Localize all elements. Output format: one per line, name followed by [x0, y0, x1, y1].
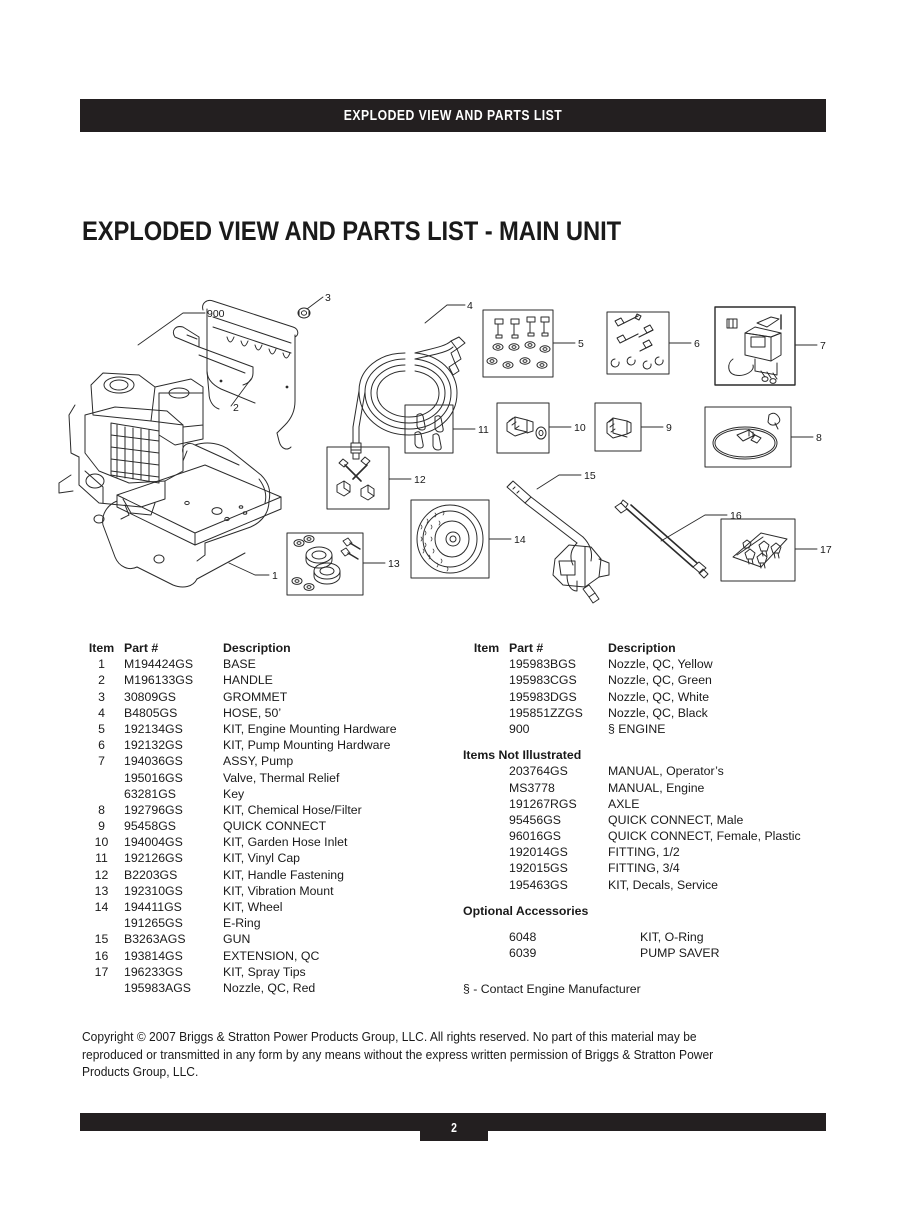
- table-row: [85, 883, 445, 899]
- row-part: 192134GS: [124, 721, 183, 736]
- row-description: BASE: [223, 657, 256, 672]
- footnote-label: § - Contact Engine Manufacturer: [463, 982, 641, 997]
- row-item: 9: [98, 819, 105, 834]
- table-row: [470, 672, 840, 688]
- parts-column-right: [463, 640, 840, 998]
- table-row: [85, 753, 445, 769]
- callout-12: 12: [414, 474, 426, 486]
- row-part: 6048: [509, 930, 537, 944]
- row-part: 192310GS: [124, 883, 183, 898]
- row-part: 194411GS: [124, 900, 182, 914]
- callout-17: 17: [820, 544, 832, 556]
- row-part: M194424GS: [124, 657, 194, 672]
- table-row: [85, 850, 445, 866]
- row-part: 192796GS: [124, 802, 183, 817]
- engine-manufacturer-footnote: [463, 981, 840, 997]
- row-part: 192126GS: [124, 851, 183, 866]
- row-part: 6039: [509, 946, 537, 961]
- row-item: 10: [94, 835, 109, 850]
- row-description: HOSE, 50’: [223, 705, 282, 720]
- column-header-part: Part #: [509, 641, 544, 655]
- row-description: KIT, Engine Mounting Hardware: [223, 721, 397, 736]
- callout-9: 9: [666, 422, 672, 434]
- row-description: QUICK CONNECT, Female, Plastic: [608, 829, 801, 844]
- row-description: KIT, Vibration Mount: [223, 883, 334, 898]
- row-description: Valve, Thermal Relief: [223, 770, 340, 785]
- section-heading-label: Optional Accessories: [463, 903, 589, 918]
- row-description: Nozzle, QC, Yellow: [608, 657, 713, 672]
- table-row: [470, 828, 840, 844]
- row-description: KIT, Garden Hose Inlet: [223, 835, 348, 850]
- row-item: 14: [94, 900, 109, 914]
- table-row: [85, 770, 445, 786]
- table-header-row: [470, 640, 840, 656]
- row-part: B3263AGS: [124, 932, 186, 947]
- row-part: 191265GS: [124, 916, 183, 931]
- table-row: [85, 721, 445, 737]
- callout-3: 3: [325, 292, 331, 304]
- spacer: [470, 737, 840, 747]
- row-part: 192132GS: [124, 738, 183, 753]
- row-item: 13: [94, 883, 109, 898]
- callout-14: 14: [514, 534, 526, 546]
- row-description: § ENGINE: [608, 721, 666, 736]
- row-description: Nozzle, QC, White: [608, 689, 710, 704]
- table-row: [85, 656, 445, 672]
- section-heading-label: Items Not Illustrated: [463, 748, 582, 763]
- row-part: 96016GS: [509, 829, 561, 844]
- section-heading-optional-accessories: [463, 903, 840, 919]
- row-part: 95456GS: [509, 812, 561, 827]
- callout-1: 1: [272, 570, 278, 582]
- callout-16: 16: [730, 510, 742, 522]
- row-description: E-Ring: [223, 916, 261, 931]
- row-description: EXTENSION, QC: [223, 948, 320, 963]
- header-banner-title: EXPLODED VIEW AND PARTS LIST: [343, 107, 563, 124]
- row-description: Nozzle, QC, Green: [608, 673, 712, 688]
- row-description: MANUAL, Operator’s: [608, 764, 724, 779]
- table-row: [85, 802, 445, 818]
- table-row: [85, 964, 445, 980]
- row-part: 195983CGS: [509, 673, 577, 688]
- parts-column-left: [85, 640, 445, 996]
- row-description: GUN: [223, 932, 251, 947]
- row-part: 63281GS: [124, 786, 176, 801]
- row-part: 195983BGS: [509, 657, 577, 672]
- spacer: [470, 961, 840, 971]
- callout-900: 900: [207, 308, 225, 320]
- row-part: 195983DGS: [509, 689, 577, 704]
- row-part: 192014GS: [509, 845, 568, 860]
- table-row: [85, 867, 445, 883]
- row-description: PUMP SAVER: [640, 946, 720, 961]
- row-item: 2: [98, 673, 105, 688]
- column-header-part: Part #: [124, 641, 159, 655]
- row-description: KIT, O-Ring: [640, 930, 704, 944]
- row-item: 7: [98, 754, 105, 769]
- row-description: Nozzle, QC, Black: [608, 705, 708, 720]
- callout-4: 4: [467, 300, 473, 312]
- callout-7: 7: [820, 340, 826, 352]
- table-header-row: [85, 640, 445, 656]
- section-heading-not-illustrated: [463, 747, 840, 763]
- row-part: 195463GS: [509, 877, 568, 892]
- table-row: [470, 929, 840, 945]
- row-description: AXLE: [608, 796, 640, 811]
- row-part: B4805GS: [124, 705, 178, 720]
- row-part: MS3778: [509, 780, 555, 795]
- table-row: [85, 737, 445, 753]
- callout-15: 15: [584, 470, 596, 482]
- row-item: 12: [94, 867, 109, 882]
- row-item: 4: [98, 705, 105, 720]
- spacer: [470, 971, 840, 981]
- row-part: 191267RGS: [509, 796, 577, 811]
- spacer: [470, 893, 840, 903]
- column-header-item: Item: [473, 641, 500, 655]
- row-part: 203764GS: [509, 764, 568, 779]
- row-description: Nozzle, QC, Red: [223, 980, 316, 995]
- table-row: [470, 656, 840, 672]
- callout-10: 10: [574, 422, 586, 434]
- row-part: 195983AGS: [124, 980, 192, 995]
- table-row: [470, 780, 840, 796]
- row-item: 6: [98, 738, 105, 753]
- row-item: 5: [98, 721, 105, 736]
- table-row: [85, 915, 445, 931]
- table-row: [470, 945, 840, 961]
- table-row: [470, 721, 840, 737]
- table-row: [85, 672, 445, 688]
- table-row: [85, 931, 445, 947]
- table-row: [470, 844, 840, 860]
- row-item: 15: [94, 932, 109, 947]
- copyright-notice: Copyright © 2007 Briggs & Stratton Power Products Group, LLC. All rights reserved. No part of this material may be reproduced or transmitted in any form by any means without the express written permission of Briggs & Stratton Power Products Group, LLC.: [82, 1029, 714, 1079]
- table-row: [85, 899, 445, 915]
- table-row: [85, 689, 445, 705]
- row-description: FITTING, 1/2: [608, 845, 680, 860]
- callout-11: 11: [478, 424, 489, 436]
- row-description: KIT, Decals, Service: [608, 877, 719, 892]
- table-row: [85, 834, 445, 850]
- row-item: 3: [98, 689, 105, 704]
- row-item: 11: [95, 851, 108, 866]
- row-description: KIT, Handle Fastening: [223, 867, 344, 882]
- row-item: 1: [98, 657, 105, 672]
- row-description: KIT, Spray Tips: [223, 964, 306, 979]
- row-description: HANDLE: [223, 673, 273, 688]
- table-row: [470, 705, 840, 721]
- row-part: B2203GS: [124, 867, 178, 882]
- table-row: [470, 877, 840, 893]
- table-row: [85, 705, 445, 721]
- table-row: [470, 796, 840, 812]
- table-row: [470, 812, 840, 828]
- table-row: [85, 786, 445, 802]
- callout-5: 5: [578, 338, 584, 350]
- callout-6: 6: [694, 338, 700, 350]
- spacer: [470, 919, 840, 929]
- table-row: [470, 763, 840, 779]
- row-description: GROMMET: [223, 689, 288, 704]
- row-item: 8: [98, 802, 105, 817]
- row-part: 95458GS: [124, 819, 176, 834]
- row-part: M196133GS: [124, 673, 194, 688]
- row-part: 193814GS: [124, 948, 183, 963]
- row-description: KIT, Chemical Hose/Filter: [223, 802, 362, 817]
- row-description: KIT, Wheel: [223, 900, 283, 914]
- row-part: 195851ZZGS: [509, 705, 583, 720]
- row-part: 30809GS: [124, 689, 176, 704]
- row-description: Key: [223, 786, 245, 801]
- callout-2: 2: [233, 402, 239, 414]
- table-row: [85, 980, 445, 996]
- page-title: EXPLODED VIEW AND PARTS LIST - MAIN UNIT: [82, 216, 622, 246]
- row-description: MANUAL, Engine: [608, 780, 705, 795]
- row-description: FITTING, 3/4: [608, 861, 680, 876]
- table-row: [470, 689, 840, 705]
- row-part: 196233GS: [124, 964, 183, 979]
- column-header-description: Description: [223, 641, 291, 655]
- row-description: QUICK CONNECT, Male: [608, 812, 744, 827]
- page-number: 2: [451, 1119, 457, 1135]
- row-part: 194036GS: [124, 754, 183, 769]
- table-row: [470, 860, 840, 876]
- row-description: KIT, Pump Mounting Hardware: [223, 738, 391, 753]
- column-header-item: Item: [88, 641, 115, 655]
- row-item: 17: [94, 964, 109, 979]
- table-row: [85, 948, 445, 964]
- row-item: 16: [94, 948, 109, 963]
- row-description: KIT, Vinyl Cap: [223, 851, 301, 866]
- row-part: 192015GS: [509, 861, 568, 876]
- callout-8: 8: [816, 432, 822, 444]
- table-row: [85, 818, 445, 834]
- row-description: ASSY, Pump: [223, 754, 294, 769]
- column-header-description: Description: [608, 641, 676, 655]
- row-part: 195016GS: [124, 770, 183, 785]
- row-part: 900: [509, 721, 530, 736]
- row-description: QUICK CONNECT: [223, 819, 327, 834]
- callout-13: 13: [388, 558, 400, 570]
- row-part: 194004GS: [124, 835, 183, 850]
